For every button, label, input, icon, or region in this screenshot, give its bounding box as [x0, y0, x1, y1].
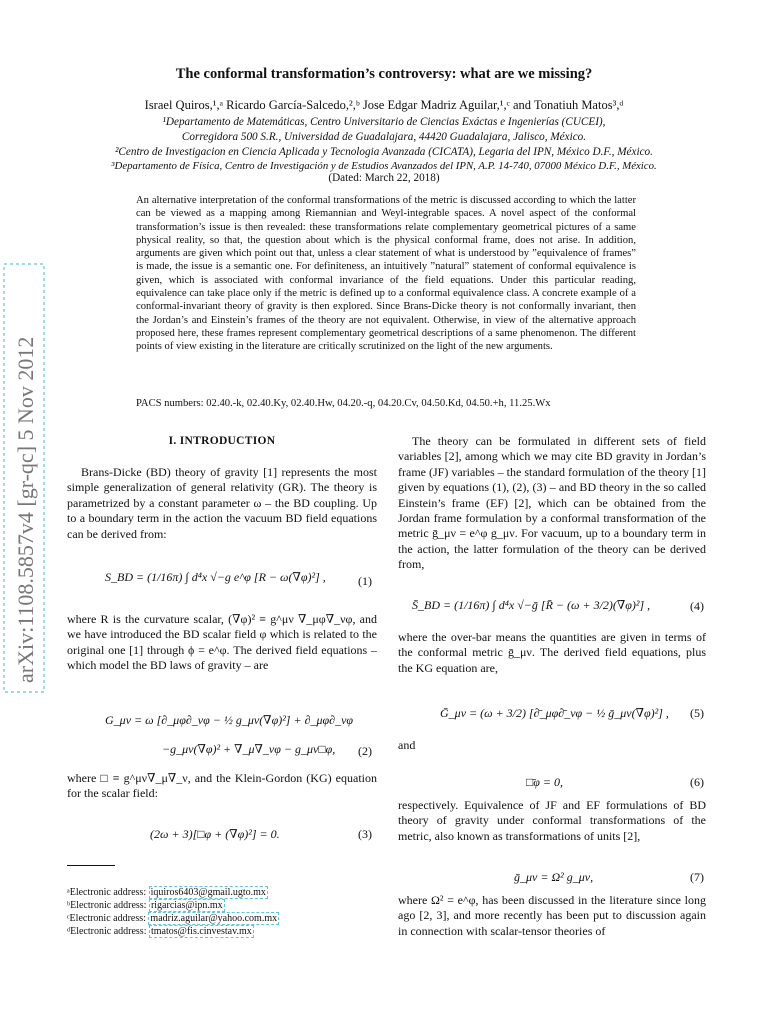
left-paragraph-2: where R is the curvature scalar, (∇φ)² ≡ g^μν ∇_μφ∇_νφ, and we have introduced the BD scalar field φ which is related to the original one [1] through ϕ = e^φ. The derived field equations – which model the BD laws of gravity – are	[67, 612, 377, 673]
equation-4: S̄_BD = (1/16π) ∫ d⁴x √−ḡ [R̄ − (ω + 3/2)(∇̄φ)²] ,	[412, 598, 651, 612]
footnote-b	[67, 900, 377, 913]
email-link-b[interactable]: rigarcias@ipn.mx	[150, 900, 223, 911]
footnote-c-label: ᶜElectronic address:	[67, 913, 149, 924]
email-link-c[interactable]: madriz.aguilar@yahoo.com.mx	[150, 913, 278, 924]
equation-1: S_BD = (1/16π) ∫ d⁴x √−g e^φ [R − ω(∇φ)²] ,	[105, 570, 326, 584]
equation-7-number: (7)	[690, 870, 704, 884]
footnote-a	[67, 887, 377, 900]
equation-6: □̄φ = 0,	[526, 775, 563, 789]
equation-6-number: (6)	[690, 775, 704, 789]
pacs-numbers: PACS numbers: 02.40.-k, 02.40.Ky, 02.40.Hw, 04.20.-q, 04.20.Cv, 04.50.Kd, 04.50.+h, 11.25.Wx	[136, 398, 551, 409]
paper-title: The conformal transformation’s controversy: what are we missing?	[175, 66, 593, 82]
affiliation-1-address: Corregidora 500 S.R., Universidad de Guadalajara, 44420 Guadalajara, Jalisco, México.	[181, 131, 587, 143]
footnote-d-label: ᵈElectronic address:	[67, 926, 149, 937]
equation-1-number: (1)	[358, 574, 372, 588]
email-link-a[interactable]: iquiros6403@gmail.ugto.mx	[150, 887, 266, 898]
date-line: (Dated: March 22, 2018)	[328, 172, 440, 184]
right-paragraph-4: where Ω² = e^φ, has been discussed in the literature since long ago [2, 3], and more recently has been put to discussion again in connection with scalar-tensor theories of	[398, 893, 706, 938]
author-list: Israel Quiros,¹,ᵃ Ricardo García-Salcedo,²,ᵇ Jose Edgar Madriz Aguilar,¹,ᶜ and Tonatiuh Matos³,ᵈ	[144, 98, 624, 112]
equation-3-number: (3)	[358, 827, 372, 841]
footnote-b-label: ᵇElectronic address:	[67, 900, 149, 911]
affiliation-3: ³Departamento de Física, Centro de Investigación y de Estudios Avanzados del IPN, A.P. 14-740, 07000 México D.F., México.	[111, 160, 657, 172]
affiliation-2: ²Centro de Investigacion en Ciencia Aplicada y Tecnologia Avanzada (CICATA), Legaria del IPN, México D.F., México.	[115, 146, 653, 158]
left-paragraph-3: where □ ≡ g^μν∇_μ∇_ν, and the Klein-Gordon (KG) equation for the scalar field:	[67, 771, 377, 801]
footnote-rule	[67, 865, 115, 866]
footnote-a-label: ᵃElectronic address:	[67, 887, 149, 898]
arxiv-stamp[interactable]	[3, 263, 45, 693]
equation-3: (2ω + 3)[□φ + (∇φ)²] = 0.	[150, 827, 280, 841]
left-paragraph-1: Brans-Dicke (BD) theory of gravity [1] represents the most simple generalization of general relativity (GR). The theory is parametrized by a constant parameter ω – the BD coupling. Up to a boundary term in the action the vacuum BD field equations can be derived from:	[67, 465, 377, 541]
equation-4-number: (4)	[690, 599, 704, 613]
footnote-d	[67, 926, 377, 939]
equation-2-line-1: G_μν = ω [∂_μφ∂_νφ − ½ g_μν(∇φ)²] + ∂_μφ∂_νφ	[105, 713, 354, 727]
right-paragraph-1: The theory can be formulated in different sets of field variables [2], among which we may cite BD gravity in Jordan’s frame (JF) variables – the standard formulation of the theory [1] given by equations (1), (2), (3) – and BD theory in the so called Einstein’s frame (EF) [2], which can be obtained from the Jordan frame formulation by a conformal transformation of the metric ḡ_μν = e^φ g_μν. For vacuum, up to a boundary term in the action, the latter formulation of the theory can be derived from,	[398, 434, 706, 572]
equation-5: Ḡ_μν = (ω + 3/2) [∂̄_μφ∂̄_νφ − ½ ḡ_μν(∇̄φ)²] ,	[440, 706, 669, 720]
equation-5-number: (5)	[690, 706, 704, 720]
equation-2-line-2: −g_μν(∇φ)² + ∇_μ∇_νφ − g_μν□φ,	[162, 742, 336, 756]
email-link-d[interactable]: tmatos@fis.cinvestav.mx	[150, 926, 252, 937]
affiliation-1: ¹Departamento de Matemáticas, Centro Universitario de Ciencias Exáctas e Ingenierías (CUCEI),	[162, 116, 606, 128]
right-paragraph-3: respectively. Equivalence of JF and EF formulations of BD theory of gravity under conformal transformations of the metric, also known as transformations of units [2],	[398, 798, 706, 843]
footnote-c	[67, 913, 377, 926]
section-heading: I. INTRODUCTION	[168, 435, 276, 447]
equation-7: ḡ_μν = Ω² g_μν,	[514, 870, 594, 884]
abstract: An alternative interpretation of the conformal transformations of the metric is discussed according to which the latter can be viewed as a mapping among Riemannian and Weyl-integrable spaces. A novel aspect of the conformal transformation’s issue is then revealed: these transformations relate complementary geometrical pictures of a same physical reality, so that, the question about which is the physical conformal frame, does not arise. In addition, arguments are given which point out that, unless a clear statement of what is understood by ”equivalence of frames” is made, the issue is a semantic one. For definiteness, an intuitively ”natural” statement of conformal equivalence is given, which is associated with conformal invariance of the field equations. Under this particular reading, equivalence can take place only if the metric is defined up to a conformal equivalence class. A concrete example of a conformal-invariant theory of gravity is then explored. Since Brans-Dicke theory is not conformally invariant, then the Jordan’s and Einstein’s frames of the theory are not equivalent. Otherwise, in view of the alternative approach proposed here, these frames represent complementary geometrical descriptions of a same phenomenon. The different points of view existing in the literature are critically scrutinized on the light of the new arguments.	[136, 195, 636, 353]
equation-2-number: (2)	[358, 744, 372, 758]
right-paragraph-2: where the over-bar means the quantities are given in terms of the conformal metric ḡ_μν. The derived field equations, plus the KG equation are,	[398, 630, 706, 675]
arxiv-stamp-text: arXiv:1108.5857v4 [gr-qc] 5 Nov 2012	[13, 336, 38, 683]
connector-and: and	[398, 738, 416, 752]
